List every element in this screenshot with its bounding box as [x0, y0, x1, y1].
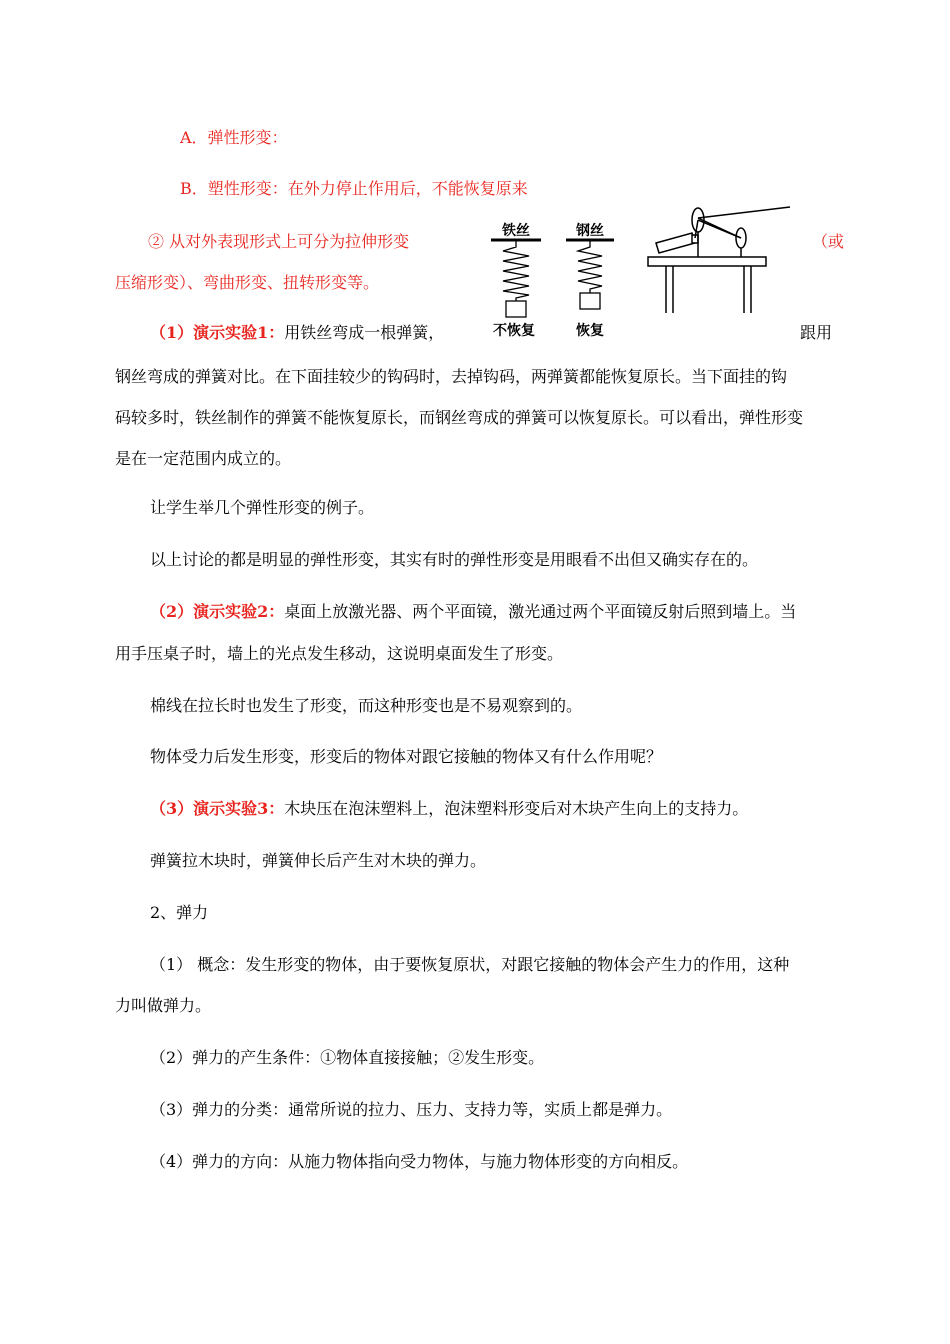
paragraph-line: 棉线在拉长时也发生了形变，而这种形变也是不易观察到的。: [150, 696, 583, 715]
spring-and-table-figure: [486, 205, 796, 340]
paragraph-line: （1） 概念：发生形变的物体，由于要恢复原状，对跟它接触的物体会产生力的作用，这种: [150, 955, 790, 974]
line-plastic-deformation: B．塑性形变：在外力停止作用后，不能恢复原来: [180, 179, 528, 198]
steel-spring: [566, 222, 614, 338]
paragraph-line: 弹簧拉木块时，弹簧伸长后产生对木块的弹力。: [150, 851, 487, 870]
paragraph-line: （3）弹力的分类：通常所说的拉力、压力、支持力等，实质上都是弹力。: [150, 1100, 673, 1119]
experiment-2-label: （2）演示实验2：: [150, 602, 285, 621]
line-experiment-2: [150, 601, 796, 623]
steel-label: 钢丝: [576, 222, 604, 238]
paragraph-line: 钢丝弯成的弹簧对比。在下面挂较少的钩码时，去掉钩码，两弹簧都能恢复原长。当下面挂的钩: [115, 367, 788, 386]
iron-spring: [491, 222, 541, 338]
laser-table: [648, 207, 790, 313]
paragraph-line: 是在一定范围内成立的。: [115, 449, 292, 468]
line-classification: ② 从对外表现形式上可分为拉伸形变: [148, 232, 410, 251]
paragraph-line: 物体受力后发生形变，形变后的物体对跟它接触的物体又有什么作用呢？: [150, 747, 663, 766]
line-elastic-deformation: A．弹性形变：: [180, 128, 288, 147]
iron-caption: 不恢复: [493, 322, 535, 338]
experiment-1-label: （1）演示实验1：: [150, 323, 285, 342]
experiment-2-text: 桌面上放激光器、两个平面镜，激光通过两个平面镜反射后照到墙上。当: [284, 602, 797, 621]
paragraph-line: 力叫做弹力。: [115, 996, 212, 1015]
line-experiment-1-end: 跟用: [800, 323, 833, 342]
paragraph-line: 用手压桌子时，墙上的光点发生移动，这说明桌面发生了形变。: [115, 644, 564, 663]
line-classification-end: （或: [812, 232, 845, 251]
experiment-1-text: 用铁丝弯成一根弹簧，: [284, 323, 445, 342]
line-experiment-1: [150, 322, 444, 344]
experiment-3-text: 木块压在泡沫塑料上，泡沫塑料形变后对木块产生向上的支持力。: [284, 799, 749, 818]
paragraph-line: （4）弹力的方向：从施力物体指向受力物体，与施力物体形变的方向相反。: [150, 1152, 689, 1171]
experiment-3-label: （3）演示实验3：: [150, 799, 285, 818]
paragraph-line: 让学生举几个弹性形变的例子。: [150, 498, 375, 517]
section-heading: 2、弹力: [150, 903, 209, 922]
paragraph-line: 码较多时，铁丝制作的弹簧不能恢复原长，而钢丝弯成的弹簧可以恢复原长。可以看出，弹性形变: [115, 408, 804, 427]
paragraph-line: 以上讨论的都是明显的弹性形变，其实有时的弹性形变是用眼看不出但又确实存在的。: [150, 550, 759, 569]
steel-caption: 恢复: [576, 322, 604, 338]
iron-label: 铁丝: [502, 222, 530, 238]
paragraph-line: （2）弹力的产生条件：①物体直接接触；②发生形变。: [150, 1048, 545, 1067]
line-classification-cont: 压缩形变）、弯曲形变、扭转形变等。: [115, 273, 380, 292]
line-experiment-3: [150, 798, 748, 820]
